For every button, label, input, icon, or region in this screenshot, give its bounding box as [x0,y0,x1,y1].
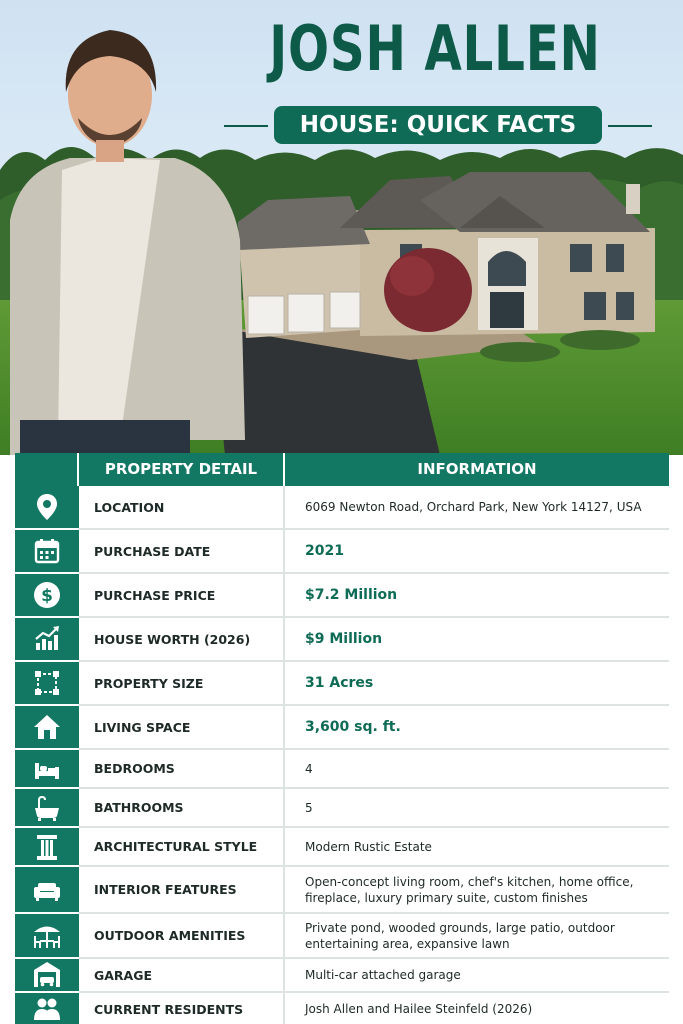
page-title: JOSH ALLEN [269,12,601,85]
location-pin-icon [15,486,79,530]
column-header-information: INFORMATION [417,460,537,478]
row-value: Private pond, wooded grounds, large patio, outdoor entertaining area, expansive lawn [305,920,615,951]
area-size-icon [15,662,79,706]
row-label: GARAGE [79,959,285,991]
row-value: 31 Acres [305,675,374,691]
table-row [15,867,669,914]
table-row [15,486,669,530]
row-label: LIVING SPACE [79,706,285,748]
row-label: PURCHASE PRICE [79,574,285,616]
row-value: Josh Allen and Hailee Steinfeld (2026) [305,1002,533,1016]
row-label: BATHROOMS [79,789,285,826]
table-row [15,828,669,867]
row-value: $9 Million [305,631,383,647]
row-value: 5 [305,800,313,815]
svg-text:$: $ [41,586,53,606]
row-label: BEDROOMS [79,750,285,787]
row-label: INTERIOR FEATURES [79,867,285,912]
column-header-detail: PROPERTY DETAIL [79,453,285,486]
bed-icon [15,750,79,789]
calendar-icon [15,530,79,574]
table-row [15,789,669,828]
table-row [15,706,669,750]
subtitle-banner [224,106,652,146]
bathtub-icon [15,789,79,828]
table-row [15,914,669,959]
row-value: Open-concept living room, chef's kitchen, home office, fireplace, luxury primary suite, custom finishes [305,874,634,905]
row-value: 3,600 sq. ft. [305,719,401,735]
dollar-icon [15,574,79,618]
row-label: LOCATION [79,486,285,528]
row-value: $7.2 Million [305,587,398,603]
house-icon [15,706,79,750]
table-row [15,993,669,1024]
garage-icon [15,959,79,993]
column-icon [15,828,79,867]
hero-section [0,0,683,455]
icon-column-header [15,453,79,486]
row-label: PROPERTY SIZE [79,662,285,704]
table-row [15,618,669,662]
table-row [15,959,669,993]
row-label: CURRENT RESIDENTS [79,993,285,1024]
growth-chart-icon [15,618,79,662]
quick-facts-table [15,453,669,1024]
row-value: Multi-car attached garage [305,968,461,982]
row-value: 4 [305,761,313,776]
table-row [15,574,669,618]
patio-umbrella-icon [15,914,79,959]
subtitle-divider-left [224,125,268,127]
table-row [15,662,669,706]
sofa-icon [15,867,79,914]
table-header [15,453,669,486]
row-value: Modern Rustic Estate [305,839,432,854]
row-label: OUTDOOR AMENITIES [79,914,285,957]
residents-icon [15,993,79,1024]
table-row [15,530,669,574]
row-label: HOUSE WORTH (2026) [79,618,285,660]
row-label: PURCHASE DATE [79,530,285,572]
row-value: 6069 Newton Road, Orchard Park, New York 14127, USA [305,500,642,514]
row-label: ARCHITECTURAL STYLE [79,828,285,865]
page-subtitle: HOUSE: QUICK FACTS [274,106,602,144]
subtitle-divider-right [608,125,652,127]
table-row [15,750,669,789]
row-value: 2021 [305,543,344,559]
